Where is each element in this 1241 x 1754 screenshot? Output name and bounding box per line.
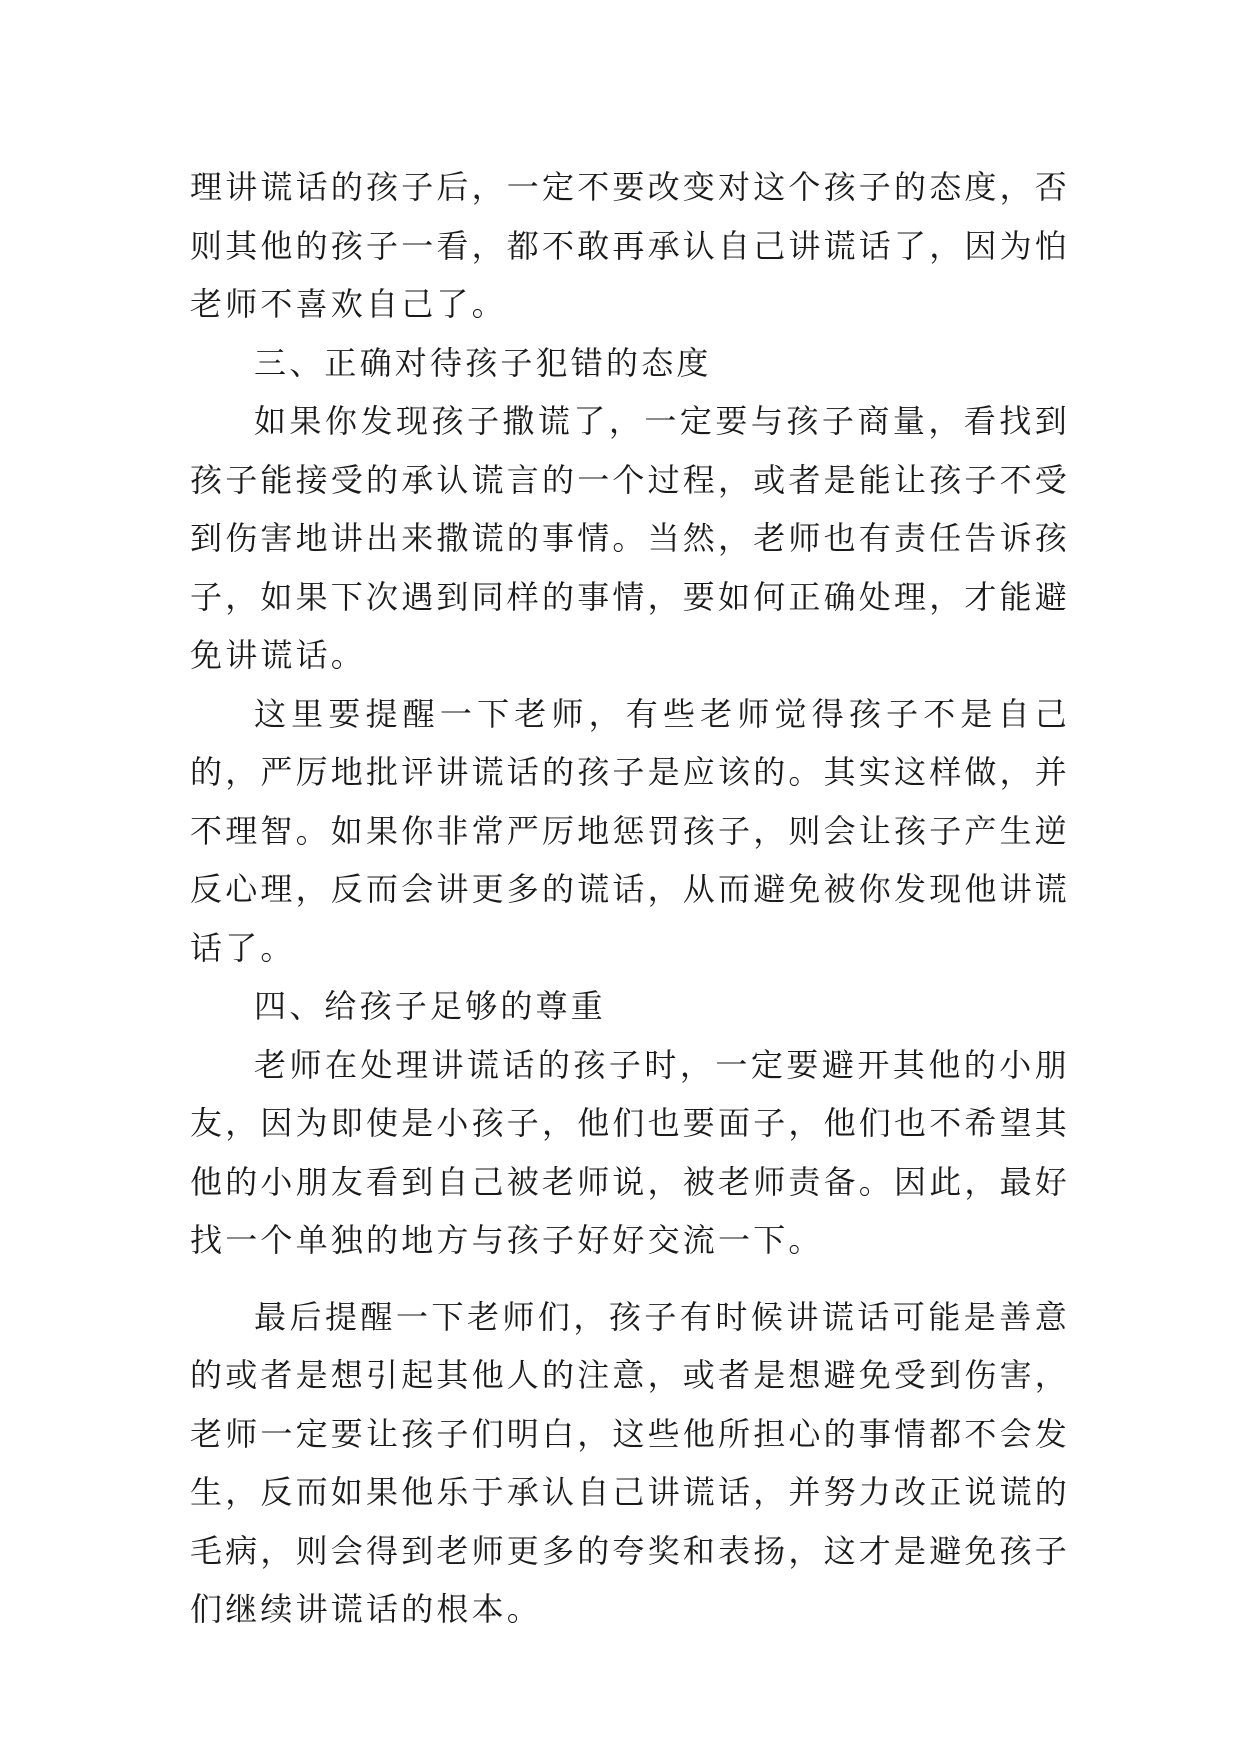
paragraph: 最后提醒一下老师们，孩子有时候讲谎话可能是善意的或者是想引起其他人的注意，或者是想避免受到伤害，老师一定要让孩子们明白，这些他所担心的事情都不会发生，反而如果他乐于承认自己讲谎话，并努力改正说谎的毛病，则会得到老师更多的夸奖和表扬，这才是避免孩子们继续讲谎话的根本。	[190, 1297, 1071, 1628]
paragraph: 如果你发现孩子撒谎了，一定要与孩子商量，看找到孩子能接受的承认谎言的一个过程，或者是能让孩子不受到伤害地讲出来撒谎的事情。当然，老师也有责任告诉孩子，如果下次遇到同样的事情，要如何正确处理，才能避免讲谎话。	[190, 402, 1071, 674]
paragraph-spacer	[190, 1270, 1070, 1288]
paragraph-continuation: 理讲谎话的孩子后，一定不要改变对这个孩子的态度，否则其他的孩子一看，都不敢再承认自己讲谎话了，因为怕老师不喜欢自己了。	[190, 168, 1071, 323]
document-body	[190, 158, 1070, 1639]
paragraph: 这里要提醒一下老师，有些老师觉得孩子不是自己的，严厉地批评讲谎话的孩子是应该的。其实这样做，并不理智。如果你非常严厉地惩罚孩子，则会让孩子产生逆反心理，反而会讲更多的谎话，从而避免被你发现他讲谎话了。	[190, 694, 1071, 967]
section-heading-four: 四、给孩子足够的尊重	[254, 987, 607, 1025]
section-heading-three: 三、正确对待孩子犯错的态度	[254, 343, 712, 382]
paragraph: 老师在处理讲谎话的孩子时，一定要避开其他的小朋友，因为即使是小孩子，他们也要面子，他们也不希望其他的小朋友看到自己被老师说，被老师责备。因此，最好找一个单独的地方与孩子好好交流一下。	[190, 1045, 1071, 1259]
